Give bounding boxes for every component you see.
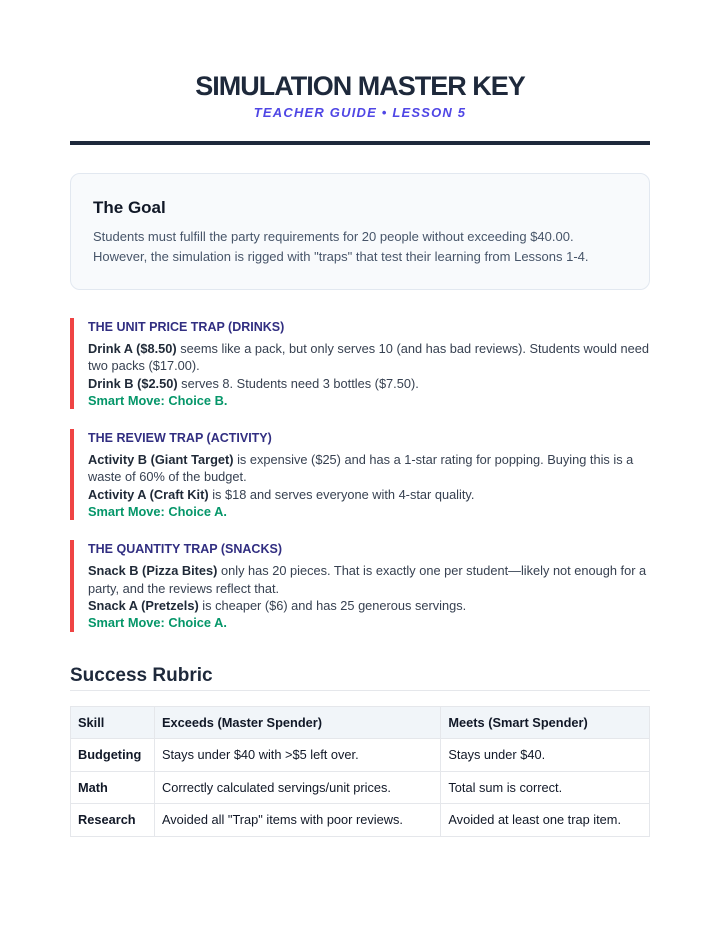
- trap-detail: [88, 597, 650, 614]
- trap-snacks: [70, 540, 650, 631]
- trap-item-desc: only has 20 pieces. That is exactly one per student—likely not enough for a party, and the reviews reflect that.: [88, 563, 647, 596]
- rubric-section: [70, 665, 650, 837]
- table-row: [71, 739, 650, 772]
- table-cell: Research: [71, 804, 155, 837]
- page-subtitle: TEACHER GUIDE • LESSON 5: [253, 105, 467, 120]
- table-cell: Correctly calculated servings/unit prices.: [154, 771, 440, 804]
- trap-item-desc: serves 8. Students need 3 bottles ($7.50).: [177, 375, 419, 391]
- trap-detail: [88, 562, 650, 597]
- goal-card: [70, 173, 650, 290]
- traps-section: [70, 318, 650, 632]
- smart-move: Smart Move: Choice A.: [88, 504, 227, 520]
- rubric-table: [70, 706, 650, 837]
- trap-drinks: [70, 318, 650, 409]
- smart-move: Smart Move: Choice B.: [88, 392, 228, 408]
- trap-title: THE UNIT PRICE TRAP (DRINKS): [88, 320, 285, 334]
- column-header: Exceeds (Master Spender): [154, 706, 440, 739]
- table-cell: Total sum is correct.: [441, 771, 650, 804]
- smart-move: Smart Move: Choice A.: [88, 615, 227, 631]
- goal-heading: The Goal: [93, 198, 166, 217]
- trap-item-name: Activity B (Giant Target): [88, 452, 234, 468]
- trap-item-desc: is expensive ($25) and has a 1-star rating for popping. Buying this is a waste of 60% of the budget.: [88, 452, 634, 485]
- trap-item-name: Activity A (Craft Kit): [88, 486, 209, 502]
- table-cell: Budgeting: [71, 739, 155, 772]
- table-cell: Stays under $40.: [441, 739, 650, 772]
- column-header: Meets (Smart Spender): [441, 706, 650, 739]
- trap-item-name: Snack A (Pretzels): [88, 597, 199, 613]
- table-cell: Avoided at least one trap item.: [441, 804, 650, 837]
- trap-title: THE REVIEW TRAP (ACTIVITY): [88, 431, 272, 446]
- trap-detail: [88, 375, 650, 392]
- table-row: [71, 804, 650, 837]
- page-header: [70, 0, 650, 145]
- trap-detail: [88, 340, 650, 375]
- trap-item-name: Drink A ($8.50): [88, 341, 177, 356]
- trap-item-desc: is cheaper ($6) and has 25 generous servings.: [198, 597, 467, 613]
- rubric-heading: Success Rubric: [70, 665, 650, 691]
- master-key-page: [70, 0, 650, 837]
- trap-title: THE QUANTITY TRAP (SNACKS): [88, 542, 282, 557]
- trap-item-name: Drink B ($2.50): [88, 375, 178, 391]
- table-cell: Avoided all "Trap" items with poor reviews.: [154, 804, 440, 837]
- trap-item-name: Snack B (Pizza Bites): [88, 563, 218, 579]
- column-header: Skill: [71, 706, 155, 739]
- trap-activity: [70, 429, 650, 520]
- trap-item-desc: seems like a pack, but only serves 10 (and has bad reviews). Students would need two packs ($17.00).: [88, 341, 649, 374]
- trap-item-desc: is $18 and serves everyone with 4-star quality.: [208, 486, 475, 502]
- trap-detail: [88, 486, 650, 503]
- page-title: SIMULATION MASTER KEY: [195, 71, 525, 101]
- table-header-row: [71, 706, 650, 739]
- table-cell: Stays under $40 with >$5 left over.: [154, 739, 440, 772]
- table-row: [71, 771, 650, 804]
- goal-text: Students must fulfill the party requirements for 20 people without exceeding $40.00. However, the simulation is rigged with "traps" that test their learning from Lessons 1-4.: [93, 229, 589, 264]
- trap-detail: [88, 451, 650, 486]
- table-cell: Math: [71, 771, 155, 804]
